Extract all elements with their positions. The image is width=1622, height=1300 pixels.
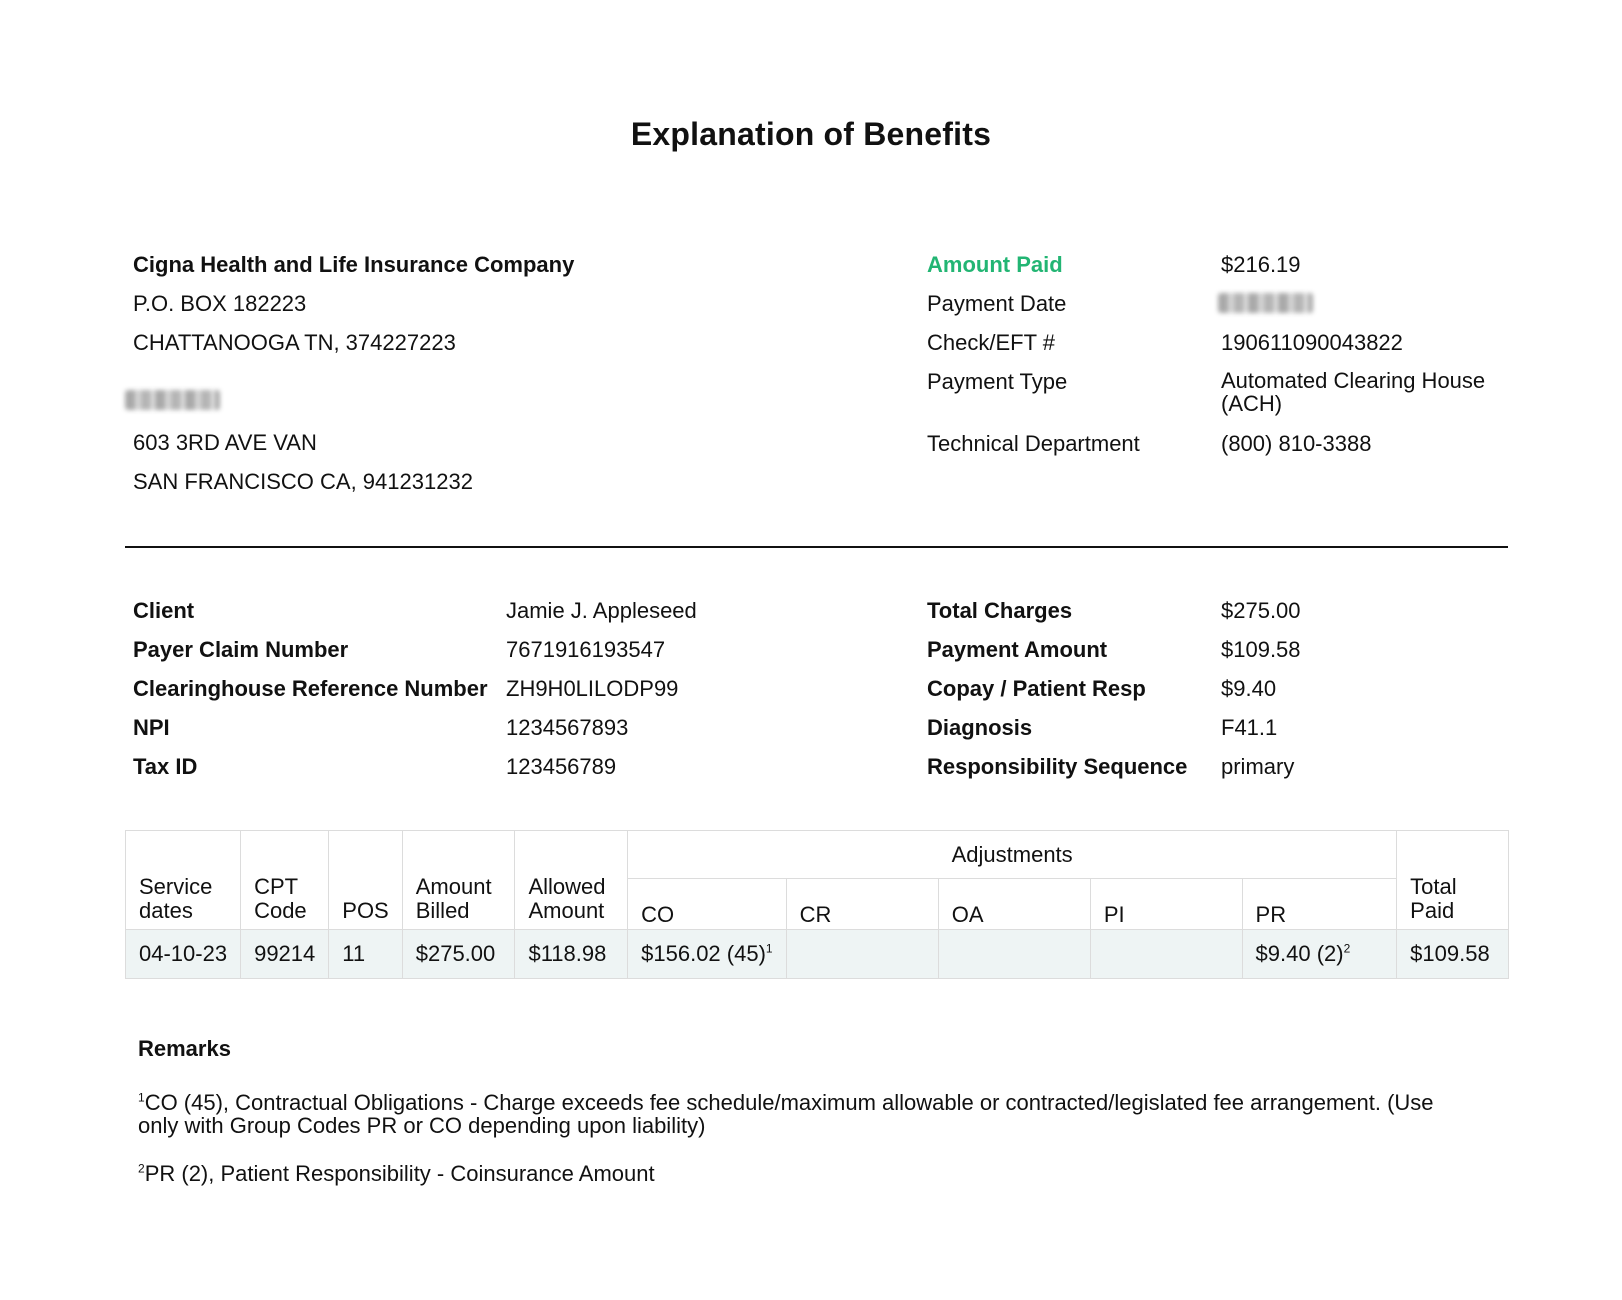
remark-1-line2: only with Group Codes PR or CO depending upon liability) [138,1113,706,1138]
remark-2-marker: 2 [138,1161,145,1176]
cell-amount-billed: $275.00 [402,930,515,979]
payment-date-label: Payment Date [927,291,1067,316]
payer-claim-number-value: 7671916193547 [506,637,666,662]
tax-id-value: 123456789 [506,754,617,779]
technical-department-phone: (800) 810-3388 [1221,431,1372,456]
co-footnote-marker: 1 [765,941,773,956]
col-co: CO [628,879,786,930]
provider-address-line2: SAN FRANCISCO CA, 941231232 [133,469,473,494]
amount-paid-label: Amount Paid [927,252,1063,277]
remark-2-text: PR (2), Patient Responsibility - Coinsurance Amount [144,1161,655,1186]
cell-pi [1090,930,1242,979]
pr-footnote-marker: 2 [1343,941,1351,956]
responsibility-sequence-label: Responsibility Sequence [927,754,1188,779]
section-divider [125,546,1508,548]
redacted-provider-name [125,390,220,410]
table-row [126,930,1509,979]
technical-department-label: Technical Department [927,431,1140,456]
cell-allowed-amount: $118.98 [515,930,628,979]
clearinghouse-ref-value: ZH9H0LILODP99 [506,676,679,701]
cell-cr [786,930,938,979]
col-service-dates: Service dates [126,831,241,930]
copay-value: $9.40 [1221,676,1277,701]
payment-type-label: Payment Type [927,369,1068,394]
cell-co: $156.02 $(45)^1$ [628,930,786,979]
cell-pos: 11 [329,930,402,979]
redacted-payment-date [1218,293,1313,313]
payer-address-line1: P.O. BOX 182223 [133,291,307,316]
client-value: Jamie J. Appleseed [506,598,697,623]
payment-type-value-line2: (ACH) [1221,391,1283,416]
total-charges-label: Total Charges [927,598,1073,623]
client-label: Client [133,598,195,623]
cell-service-date: 04-10-23 [126,930,241,979]
diagnosis-value: F41.1 [1221,715,1278,740]
payer-address-line2: CHATTANOOGA TN, 374227223 [133,330,456,355]
remark-1-line1: CO (45), Contractual Obligations - Charge exceeds fee schedule/maximum allowable or contracted/legislated fee arrangement. (Use [144,1090,1434,1115]
copay-label: Copay / Patient Resp [927,676,1146,701]
payment-type-value-line1: Automated Clearing House [1221,368,1486,393]
remark-1 [138,1091,1434,1137]
col-pr: PR [1242,879,1397,930]
cell-cpt-code: 99214 [241,930,329,979]
total-charges-value: $275.00 [1221,598,1301,623]
remark-2 [138,1162,655,1185]
check-eft-label: Check/EFT # [927,330,1055,355]
page-title: Explanation of Benefits [630,116,992,152]
col-pos: POS [329,831,402,930]
service-lines-table [125,830,1509,979]
payment-amount-label: Payment Amount [927,637,1108,662]
cell-pr: $9.40 $(2)^2$ [1242,930,1397,979]
npi-value: 1234567893 [506,715,629,740]
col-group-adjustments: Adjustments [628,831,1397,879]
col-cpt-code: CPT Code [241,831,329,930]
col-allowed-amount: Allowed Amount [515,831,628,930]
col-pi: PI [1090,879,1242,930]
col-total-paid: Total Paid [1397,831,1509,930]
responsibility-sequence-value: primary [1221,754,1295,779]
table-header-row [126,831,1509,879]
clearinghouse-ref-label: Clearinghouse Reference Number [133,676,488,701]
payment-type-value [1221,369,1485,415]
payer-claim-number-label: Payer Claim Number [133,637,349,662]
diagnosis-label: Diagnosis [927,715,1033,740]
payment-amount-value: $109.58 [1221,637,1301,662]
remark-1-marker: 1 [138,1090,145,1105]
tax-id-label: Tax ID [133,754,198,779]
remarks-heading: Remarks [138,1036,231,1061]
provider-address-line1: 603 3RD AVE VAN [133,430,317,455]
npi-label: NPI [133,715,170,740]
cell-oa [938,930,1090,979]
cell-total-paid: $109.58 [1397,930,1509,979]
col-oa: OA [938,879,1090,930]
col-amount-billed: Amount Billed [402,831,515,930]
col-cr: CR [786,879,938,930]
amount-paid-value: $216.19 [1221,252,1301,277]
payer-name: Cigna Health and Life Insurance Company [133,252,575,277]
check-eft-value: 190611090043822 [1221,330,1403,355]
